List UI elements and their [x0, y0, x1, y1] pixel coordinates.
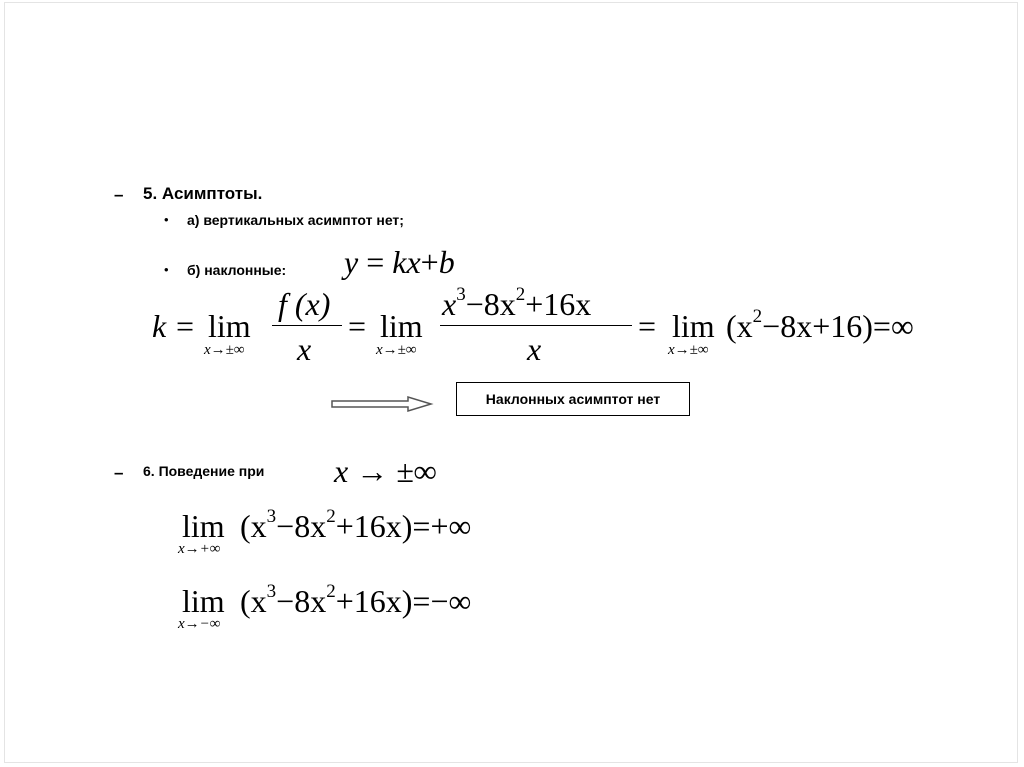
frac2-exp3: 3 — [456, 284, 466, 305]
lim-minus-b: −8x — [276, 583, 327, 619]
k-tail-b: −8x+16) — [762, 308, 873, 344]
frac1-denominator: x — [297, 331, 312, 367]
section6-dash: – — [114, 463, 124, 482]
lim-minus-exp2: 2 — [326, 581, 336, 602]
frac1-bar — [272, 325, 342, 326]
bullet-a-text: а) вертикальных асимптот нет; — [187, 212, 404, 228]
lim-plus-c: +16x) — [335, 508, 413, 544]
frac2-term2: −8x — [465, 286, 516, 322]
frac2-numerator — [442, 284, 592, 322]
k-tail-a: (x — [726, 308, 753, 344]
k-equals-3: = — [638, 308, 657, 344]
frac2-bar — [440, 325, 632, 326]
line-eq-equals: = — [366, 244, 385, 280]
lim-minus-lim: lim — [182, 583, 225, 619]
frac2-term3: +16x — [525, 286, 592, 322]
k-lim-2: lim — [380, 308, 423, 344]
k-lim-2-sub: x→±∞ — [376, 342, 417, 358]
lim-plus-sub: x→+∞ — [178, 541, 221, 557]
section5-dash: – — [114, 185, 124, 204]
k-lim-3-sub: x→±∞ — [668, 342, 709, 358]
lim-plus-exp3: 3 — [266, 506, 277, 527]
behavior-expression: x → ±∞ — [334, 453, 437, 489]
frac2-exp2: 2 — [515, 284, 526, 305]
line-eq-kx: kx — [392, 244, 421, 280]
k-lim-3: lim — [672, 308, 715, 344]
lim-plus-expr — [240, 506, 472, 544]
k-result: =∞ — [872, 308, 914, 344]
bullet-a-marker: • — [164, 212, 169, 227]
lim-minus-sub: x→−∞ — [178, 616, 221, 632]
lim-minus-expr — [240, 581, 472, 619]
k-lim-1-sub: x→±∞ — [204, 342, 245, 358]
line-equation — [344, 246, 455, 278]
section6-title: 6. Поведение при — [143, 463, 265, 479]
lim-minus-result: =−∞ — [412, 583, 472, 619]
conclusion-box: Наклонных асимптот нет — [456, 382, 690, 416]
bullet-b-marker: • — [164, 262, 169, 277]
k-lim-1: lim — [208, 308, 251, 344]
line-eq-b: b — [438, 244, 455, 280]
lim-plus-exp2: 2 — [326, 506, 336, 527]
k-tail — [726, 306, 914, 344]
right-arrow-icon — [330, 394, 434, 414]
lim-minus-a: (x — [240, 583, 267, 619]
lim-plus-lim: lim — [182, 508, 225, 544]
lim-plus-a: (x — [240, 508, 267, 544]
lim-minus-c: +16x) — [335, 583, 413, 619]
frac2-x: x — [442, 286, 457, 322]
line-eq-plus: + — [420, 244, 439, 280]
frac1-numerator: f (x) — [278, 286, 331, 322]
frac2-denominator: x — [527, 331, 542, 367]
bullet-b-text: б) наклонные: — [187, 262, 287, 278]
section5-title: 5. Асимптоты. — [143, 184, 263, 203]
k-equals-2: = — [348, 308, 367, 344]
k-tail-exp2: 2 — [752, 306, 763, 327]
line-eq-y: y — [344, 244, 359, 280]
lim-plus-b: −8x — [276, 508, 327, 544]
k-symbol: k — [152, 308, 167, 344]
k-equals: = — [176, 308, 195, 344]
lim-minus-exp3: 3 — [266, 581, 277, 602]
lim-plus-result: =+∞ — [412, 508, 472, 544]
